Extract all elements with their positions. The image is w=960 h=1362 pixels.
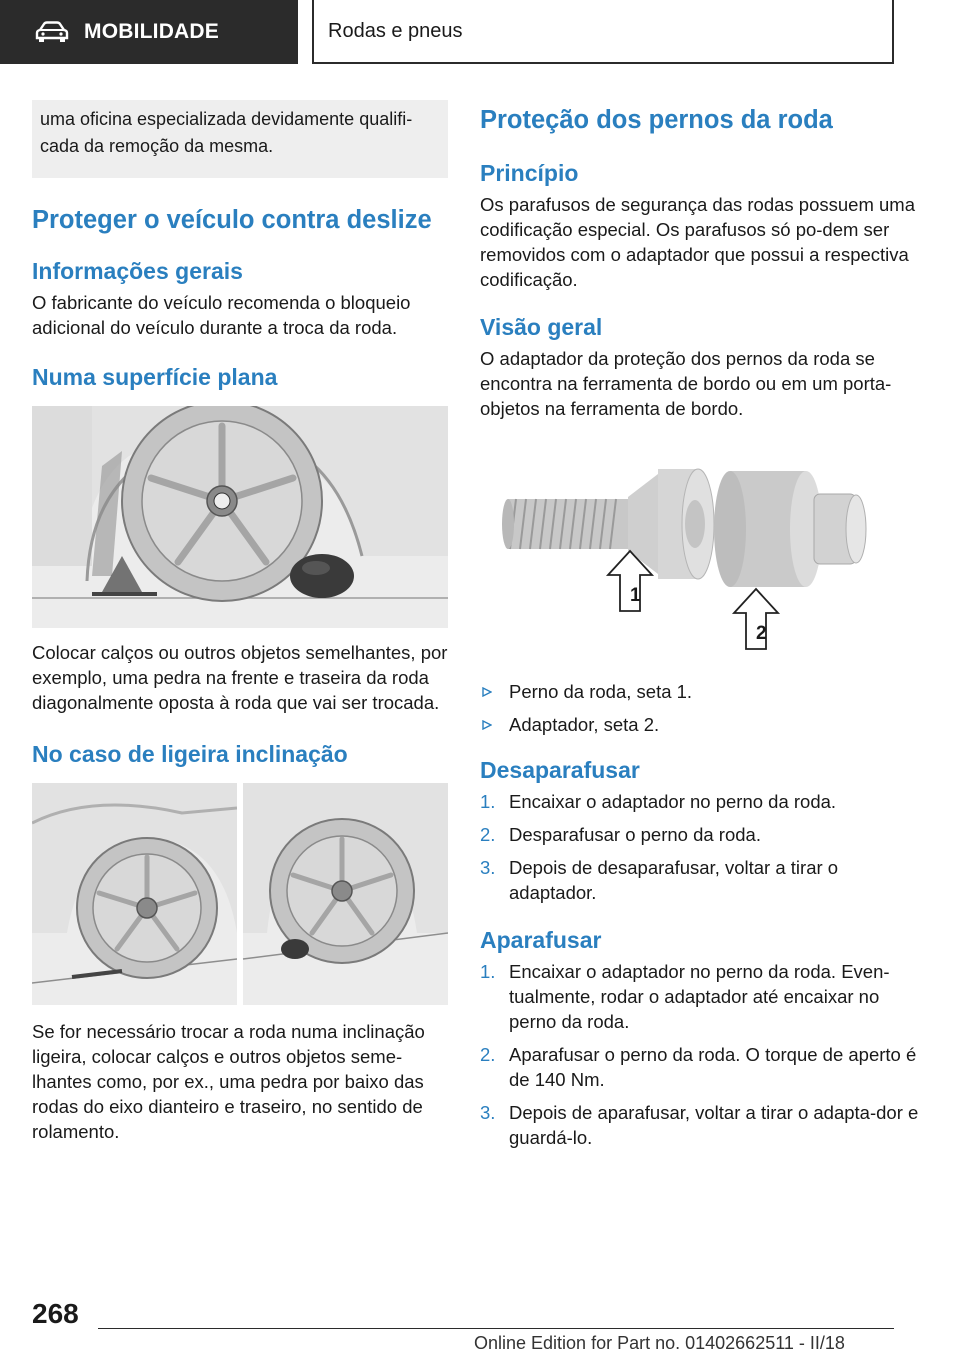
step-item: 2. Desparafusar o perno da roda. [480, 824, 761, 845]
flat-surface-image [32, 406, 448, 628]
bolt-adapter-image [480, 449, 900, 659]
section-heading-locks: Proteção dos pernos da roda [480, 106, 833, 134]
overview-text: O adaptador da proteção dos pernos da roda se encontra na ferramenta de bordo ou em um porta-objetos na ferramenta de bordo. [480, 348, 892, 419]
step-item: 2. Aparafusar o perno da roda. O torque de aperto é de 140 Nm. [480, 1044, 917, 1090]
general-info-text: O fabricante do veículo recomenda o bloqueio adicional do veículo durante a troca da roda. [32, 292, 411, 338]
bolt-adapter-illustration [480, 449, 900, 659]
page-number: 268 [32, 1298, 79, 1329]
note-text: uma oficina especializada devidamente qualifi-cada da remoção da mesma. [40, 109, 413, 156]
slope-illustration [32, 783, 448, 1005]
car-icon [34, 21, 70, 43]
chapter-header [312, 0, 894, 64]
legend-item: Perno da roda, seta 1. [480, 679, 920, 704]
left-column [32, 100, 448, 1144]
section-header [0, 0, 298, 64]
step-item: 3. Depois de aparafusar, voltar a tirar o adapta-dor e guardá-lo. [480, 1102, 919, 1148]
section-heading-slip: Proteger o veículo contra deslize [32, 206, 432, 234]
chapter-title: Rodas e pneus [328, 19, 463, 42]
section-title: MOBILIDADE [84, 20, 219, 43]
arrow-1-label: 1 [630, 585, 641, 606]
slope-image [32, 783, 448, 1005]
flat-surface-text: Colocar calços ou outros objetos semelhantes, por exemplo, uma pedra na frente e traseira da roda diagonalmente oposta à roda que vai ser trocada. [32, 642, 448, 713]
triangle-bullet-icon [482, 687, 492, 697]
principle-heading: Princípio [480, 160, 579, 186]
slope-heading: No caso de ligeira inclinação [32, 741, 348, 767]
flat-surface-illustration [32, 406, 448, 628]
legend-list [480, 679, 920, 737]
step-item: 3. Depois de desaparafusar, voltar a tirar o adaptador. [480, 857, 839, 903]
note-box [32, 100, 448, 178]
general-info-heading: Informações gerais [32, 258, 243, 284]
arrow-2-label: 2 [756, 623, 767, 644]
slope-text: Se for necessário trocar a roda numa inclinação ligeira, colocar calços e outros objetos seme-lhantes como, por ex., uma pedra por baixo das rodas do eixo dianteiro e traseiro, no sentido de rolamento. [32, 1021, 425, 1142]
screw-steps [480, 959, 920, 1150]
footer-divider [98, 1328, 894, 1329]
edition-text: Online Edition for Part no. 01402662511 - II/18 [474, 1333, 845, 1353]
triangle-bullet-icon [482, 720, 492, 730]
step-item: 1. Encaixar o adaptador no perno da roda. [480, 791, 837, 812]
step-item: 1. Encaixar o adaptador no perno da roda. Even-tualmente, rodar o adaptador até encaixar no perno da roda. [480, 961, 890, 1032]
flat-surface-heading: Numa superfície plana [32, 364, 278, 390]
right-column [480, 100, 920, 1158]
unscrew-steps [480, 789, 920, 905]
overview-heading: Visão geral [480, 314, 603, 340]
legend-item: Adaptador, seta 2. [480, 712, 920, 737]
principle-text: Os parafusos de segurança das rodas possuem uma codificação especial. Os parafusos só po-dem ser removidos com o adaptador que possui a respectiva codificação. [480, 194, 915, 290]
unscrew-heading: Desaparafusar [480, 757, 640, 783]
screw-heading: Aparafusar [480, 927, 602, 953]
